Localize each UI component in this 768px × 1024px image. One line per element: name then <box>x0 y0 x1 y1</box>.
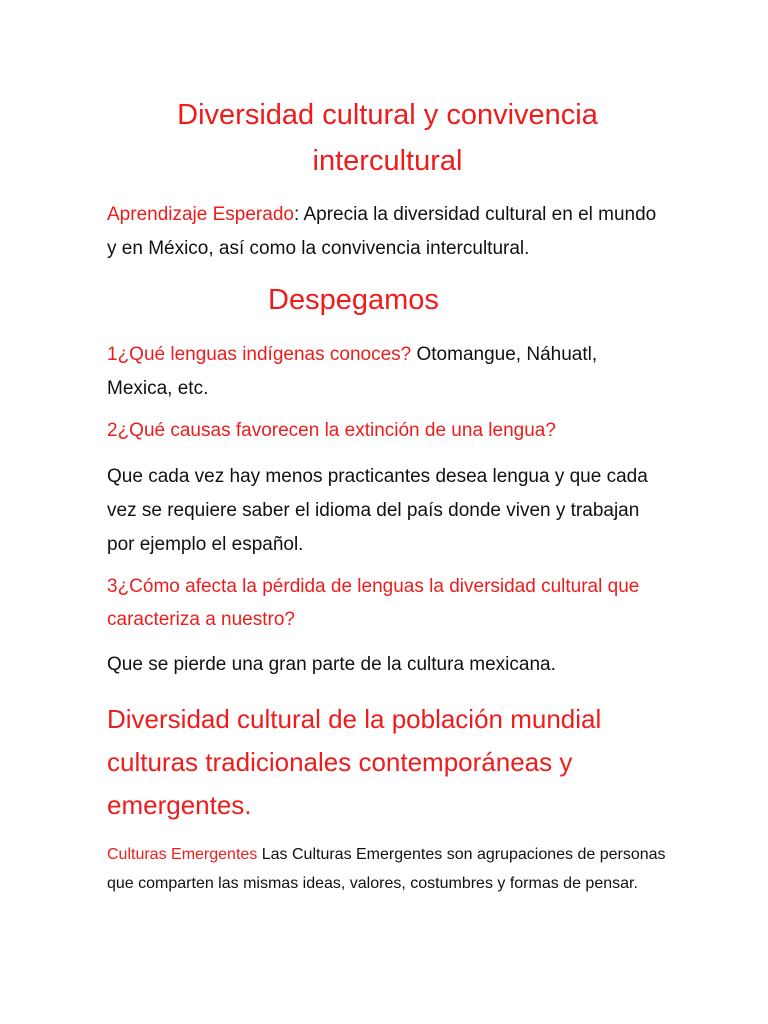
culturas-text: Las Culturas Emergentes son agrupaciones de personas que comparten las mismas ideas, valores, costumbres y formas de pensar. <box>107 846 666 892</box>
answer-3: Que se pierde una gran parte de la cultura mexicana. <box>107 654 556 675</box>
answer-2: Que cada vez hay menos practicantes desea lengua y que cada vez se requiere saber el idioma del país donde viven y trabajan por ejemplo el español. <box>107 466 648 555</box>
culturas-paragraph <box>107 840 667 898</box>
question-1-paragraph <box>107 338 667 406</box>
aprendizaje-paragraph <box>107 198 667 266</box>
aprendizaje-text: : Aprecia la diversidad cultural en el mundo y en México, así como la convivencia intercultural. <box>107 204 657 259</box>
page-title: Diversidad cultural y convivencia intercultural <box>177 99 598 177</box>
question-2: 2¿Qué causas favorecen la extinción de una lengua? <box>107 420 556 441</box>
question-3: 3¿Cómo afecta la pérdida de lenguas la diversidad cultural que caracteriza a nuestro? <box>107 576 640 630</box>
despegamos-heading: Despegamos <box>268 284 439 316</box>
section-heading: Diversidad cultural de la población mundial culturas tradicionales contemporáneas y emergentes. <box>107 704 602 820</box>
aprendizaje-label: Aprendizaje Esperado <box>107 204 294 225</box>
answer-1: Otomangue, Náhuatl, Mexica, etc. <box>107 344 598 399</box>
culturas-label: Culturas Emergentes <box>107 846 258 863</box>
question-1: 1¿Qué lenguas indígenas conoces? <box>107 344 412 365</box>
